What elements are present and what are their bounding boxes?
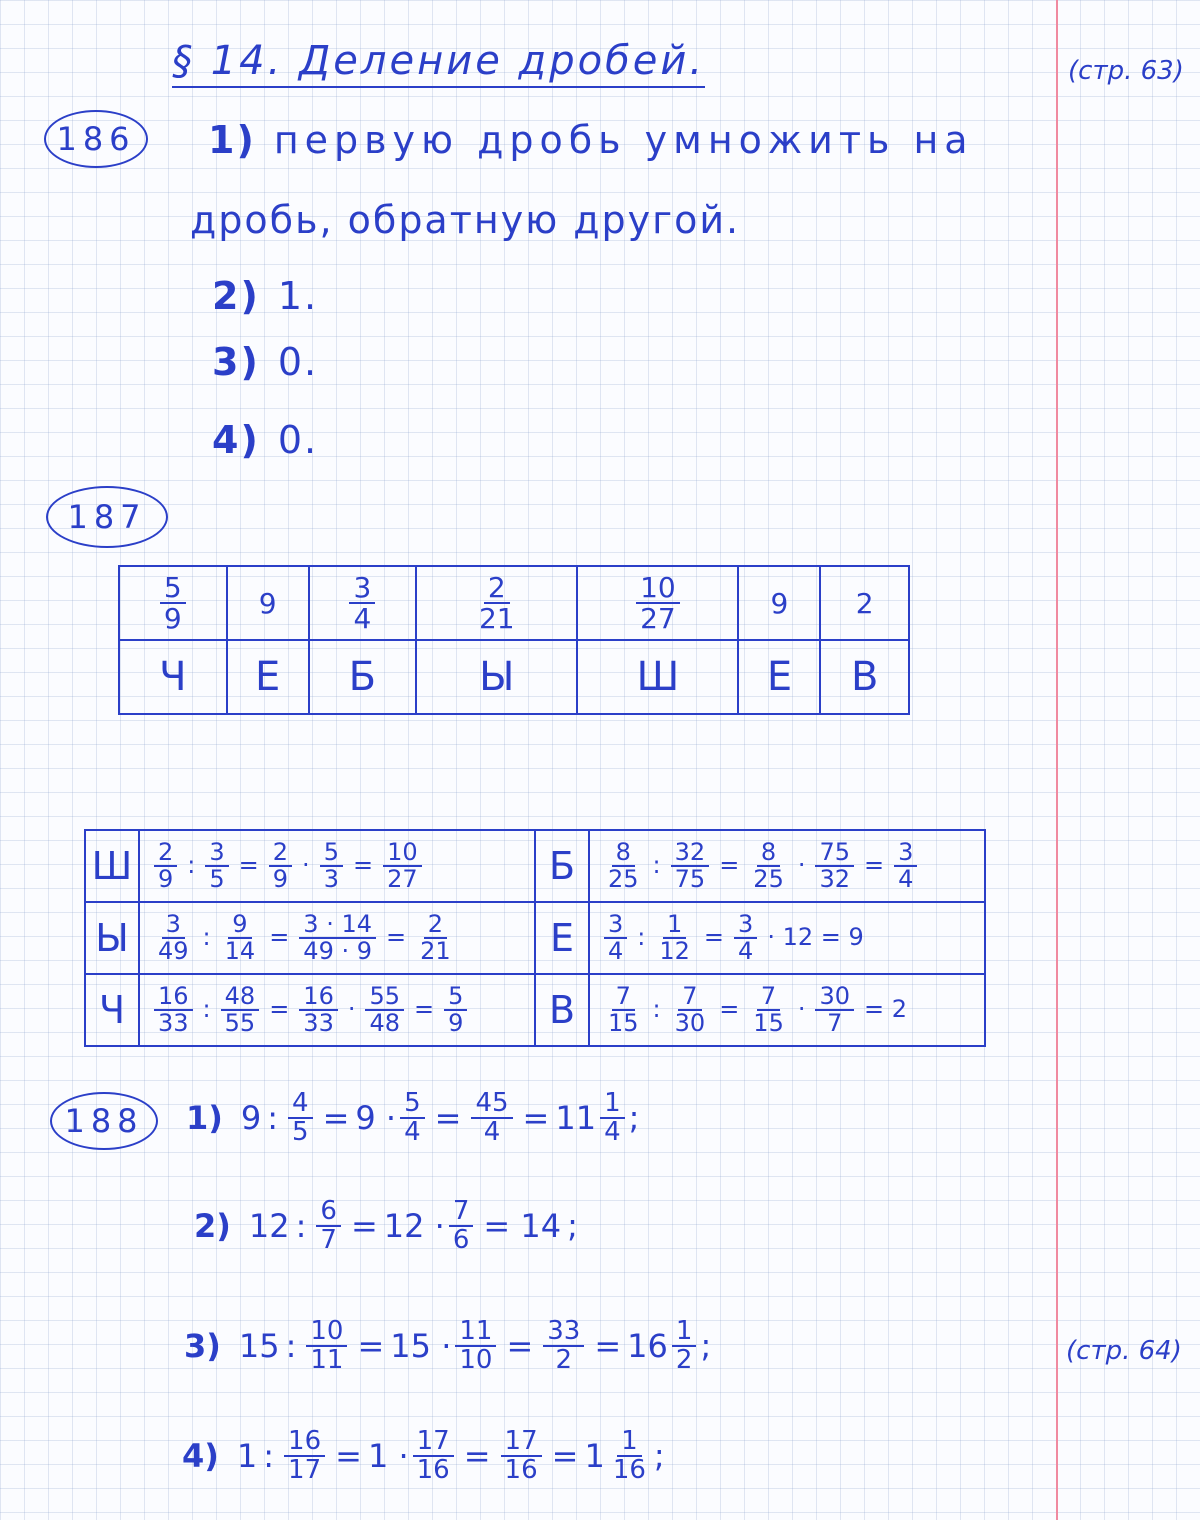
calc-row (85, 974, 985, 1046)
ex186-item-4 (212, 418, 318, 462)
semicolon: ; (567, 1207, 578, 1246)
semicolon: ; (628, 1099, 640, 1138)
denominator: 11 (310, 1345, 344, 1376)
denominator: 25 (608, 865, 639, 893)
numerator: 7 (678, 984, 701, 1011)
numerator: 5 (444, 984, 467, 1011)
numerator: 32 (671, 840, 710, 867)
cipher-table (118, 565, 910, 715)
operator: : (285, 1327, 297, 1366)
numerator: 8 (757, 840, 780, 867)
denominator: 15 (608, 1009, 639, 1037)
ex186-item-2 (212, 274, 318, 318)
ex186-line-2: дробь, обратную другой. (190, 198, 741, 242)
numerator: 2 (154, 840, 177, 867)
denominator: 2 (555, 1345, 573, 1376)
operator: : (187, 851, 196, 879)
operator: = (322, 1099, 350, 1138)
denominator: 10 (459, 1345, 493, 1376)
denominator: 7 (827, 1009, 843, 1037)
ex188-item-num: 2) (194, 1207, 231, 1246)
operator: = (719, 995, 740, 1023)
calc-expression (139, 902, 535, 974)
operator: = (506, 1327, 534, 1366)
ex188-item-num: 1) (186, 1099, 223, 1138)
denominator: 49 · 9 (303, 937, 372, 965)
numerator: 17 (413, 1428, 454, 1457)
denominator: 12 (659, 937, 690, 965)
numerator: 5 (400, 1090, 425, 1119)
numerator: 5 (320, 840, 343, 867)
denominator: 16 (416, 1455, 450, 1486)
denominator: 4 (483, 1117, 501, 1148)
cipher-value-cell (416, 566, 577, 640)
cipher-value-cell (577, 566, 738, 640)
fraction-numerator: 10 (636, 573, 680, 604)
section-title: § 14. Деление дробей. (172, 38, 705, 88)
numerator: 1 (663, 912, 686, 939)
denominator: 7 (320, 1225, 337, 1256)
fraction-denominator: 9 (163, 602, 182, 635)
cipher-letters-row (119, 640, 909, 714)
operator: = (522, 1099, 550, 1138)
fraction-numerator: 2 (484, 573, 510, 604)
ex186-item-3 (212, 340, 318, 384)
denominator: 5 (209, 865, 225, 893)
denominator: 9 (272, 865, 289, 893)
denominator: 48 (369, 1009, 401, 1037)
denominator: 9 (448, 1009, 464, 1037)
calc-letter: В (535, 974, 589, 1046)
numerator: 55 (365, 984, 404, 1011)
calc-row (85, 902, 985, 974)
numerator: 1 (617, 1428, 642, 1457)
numerator: 3 (162, 912, 185, 939)
denominator: 55 (224, 1009, 256, 1037)
cipher-value-cell (309, 566, 417, 640)
expression-tail: · 12 = 9 (767, 923, 864, 951)
semicolon: ; (700, 1327, 712, 1366)
calc-expression (139, 830, 535, 902)
cipher-letter-cell: Е (227, 640, 309, 714)
numerator: 17 (501, 1428, 542, 1457)
denominator: 27 (387, 865, 418, 893)
numerator: 9 (228, 912, 251, 939)
ex188-equation-2 (194, 1198, 578, 1255)
cipher-value-cell: 2 (820, 566, 909, 640)
numerator: 3 (604, 912, 627, 939)
denominator: 3 (323, 865, 339, 893)
numerator: 16 (299, 984, 338, 1011)
operator: : (295, 1207, 307, 1246)
exercise-number-187: 187 (46, 486, 168, 548)
calc-expression (589, 902, 985, 974)
numerator: 2 (424, 912, 447, 939)
numerator: 4 (288, 1090, 313, 1119)
operator: = (719, 851, 740, 879)
fraction-numerator: 5 (160, 573, 186, 604)
term: 15 (238, 1327, 280, 1366)
operator: : (263, 1437, 275, 1476)
term: 1 (236, 1437, 258, 1476)
numerator: 8 (612, 840, 635, 867)
fraction-denominator: 4 (353, 602, 372, 635)
term: 9 · (355, 1099, 397, 1138)
expression-tail: = 2 (864, 995, 908, 1023)
denominator: 21 (420, 937, 451, 965)
fraction-denominator: 21 (478, 602, 515, 635)
denominator: 14 (224, 937, 256, 965)
calc-row (85, 830, 985, 902)
ex186-item-2-text: 1. (277, 274, 319, 318)
page-ref-64: (стр. 64) (1066, 1336, 1182, 1366)
calc-expression (589, 830, 985, 902)
denominator: 4 (608, 937, 624, 965)
denominator: 9 (158, 865, 174, 893)
calc-expression (139, 974, 535, 1046)
numerator: 7 (449, 1198, 474, 1227)
operator: = (703, 923, 725, 951)
operator: = (414, 995, 435, 1023)
operator: : (267, 1099, 279, 1138)
operator: = (463, 1437, 491, 1476)
cipher-letter-cell: Ы (416, 640, 577, 714)
denominator: 49 (158, 937, 189, 965)
exercise-number-188: 188 (50, 1092, 158, 1150)
ex186-item-2-num: 2) (212, 274, 260, 318)
numerator: 75 (815, 840, 854, 867)
numerator: 7 (612, 984, 635, 1011)
operator: = (357, 1327, 385, 1366)
operator: : (652, 851, 661, 879)
cipher-letter-cell: Ш (577, 640, 738, 714)
denominator: 30 (674, 1009, 706, 1037)
operator: = (386, 923, 407, 951)
notebook-margin-line (1056, 0, 1058, 1520)
result: = 14 (483, 1207, 562, 1246)
operator: · (797, 851, 806, 879)
ex188-item-num: 4) (182, 1437, 219, 1476)
numerator: 16 (284, 1428, 325, 1457)
operator: : (202, 995, 211, 1023)
operator: = (864, 851, 885, 879)
term: 15 · (390, 1327, 452, 1366)
numerator: 1 (672, 1318, 697, 1347)
operator: = (594, 1327, 622, 1366)
operator: = (350, 1207, 378, 1246)
ex186-line-1 (208, 118, 974, 162)
numerator: 10 (306, 1318, 347, 1347)
numerator: 2 (269, 840, 292, 867)
ex186-item-1-text: первую дробь умножить на (273, 118, 974, 162)
semicolon: ; (653, 1437, 665, 1476)
cipher-value-cell (119, 566, 227, 640)
operator: = (269, 995, 290, 1023)
operator: = (434, 1099, 462, 1138)
cipher-values-row (119, 566, 909, 640)
term: 12 · (383, 1207, 445, 1246)
operator: = (352, 851, 374, 879)
fraction-denominator: 27 (640, 602, 676, 635)
ex186-item-1-num: 1) (208, 118, 256, 162)
calc-letter: Ш (85, 830, 139, 902)
cipher-value-cell: 9 (227, 566, 309, 640)
whole-part: 11 (555, 1099, 597, 1138)
calc-expression (589, 974, 985, 1046)
denominator: 17 (288, 1455, 322, 1486)
whole-part: 16 (627, 1327, 668, 1366)
numerator: 7 (757, 984, 780, 1011)
term: 1 · (367, 1437, 409, 1476)
operator: · (302, 851, 310, 879)
cipher-value-cell: 9 (738, 566, 820, 640)
ex188-equation-4 (182, 1428, 665, 1485)
denominator: 15 (753, 1009, 784, 1037)
denominator: 16 (504, 1455, 538, 1486)
cipher-letter-cell: Е (738, 640, 820, 714)
fraction-numerator: 3 (349, 573, 375, 604)
numerator: 45 (471, 1090, 512, 1119)
numerator: 1 (600, 1090, 625, 1119)
denominator: 25 (753, 865, 784, 893)
calculation-table (84, 829, 986, 1047)
denominator: 75 (674, 865, 706, 893)
denominator: 4 (604, 1117, 621, 1148)
ex188-equation-3 (184, 1318, 711, 1375)
ex186-item-4-text: 0. (277, 418, 319, 462)
term: 12 (248, 1207, 290, 1246)
denominator: 4 (404, 1117, 421, 1148)
cipher-letter-cell: Ч (119, 640, 227, 714)
operator: · (347, 995, 356, 1023)
operator: : (202, 923, 211, 951)
denominator: 16 (612, 1455, 646, 1486)
ex186-item-3-text: 0. (277, 340, 319, 384)
numerator: 16 (154, 984, 193, 1011)
numerator: 6 (316, 1198, 341, 1227)
operator: = (238, 851, 259, 879)
cipher-letter-cell: В (820, 640, 909, 714)
numerator: 33 (543, 1318, 584, 1347)
ex188-equation-1 (186, 1090, 639, 1147)
exercise-number-186: 186 (44, 110, 148, 168)
operator: = (335, 1437, 362, 1476)
numerator: 3 · 14 (299, 912, 376, 939)
calc-letter: Ы (85, 902, 139, 974)
denominator: 6 (452, 1225, 470, 1256)
numerator: 11 (455, 1318, 496, 1347)
denominator: 4 (738, 937, 754, 965)
denominator: 4 (898, 865, 914, 893)
page-ref-63: (стр. 63) (1068, 56, 1184, 86)
term: 9 (240, 1099, 262, 1138)
ex186-item-3-num: 3) (212, 340, 260, 384)
calc-letter: Ч (85, 974, 139, 1046)
numerator: 10 (383, 840, 422, 867)
operator: = (551, 1437, 579, 1476)
denominator: 2 (675, 1345, 693, 1376)
ex186-item-4-num: 4) (212, 418, 260, 462)
whole-part: 1 (584, 1437, 605, 1476)
calc-letter: Б (535, 830, 589, 902)
cipher-letter-cell: Б (309, 640, 417, 714)
numerator: 30 (815, 984, 854, 1011)
denominator: 5 (292, 1117, 309, 1148)
denominator: 33 (158, 1009, 189, 1037)
numerator: 3 (734, 912, 757, 939)
calc-letter: Е (535, 902, 589, 974)
ex188-item-num: 3) (184, 1327, 221, 1366)
numerator: 3 (205, 840, 228, 867)
operator: · (797, 995, 806, 1023)
operator: : (637, 923, 646, 951)
denominator: 32 (819, 865, 851, 893)
numerator: 3 (894, 840, 917, 867)
operator: : (652, 995, 661, 1023)
operator: = (269, 923, 290, 951)
numerator: 48 (221, 984, 260, 1011)
denominator: 33 (303, 1009, 334, 1037)
